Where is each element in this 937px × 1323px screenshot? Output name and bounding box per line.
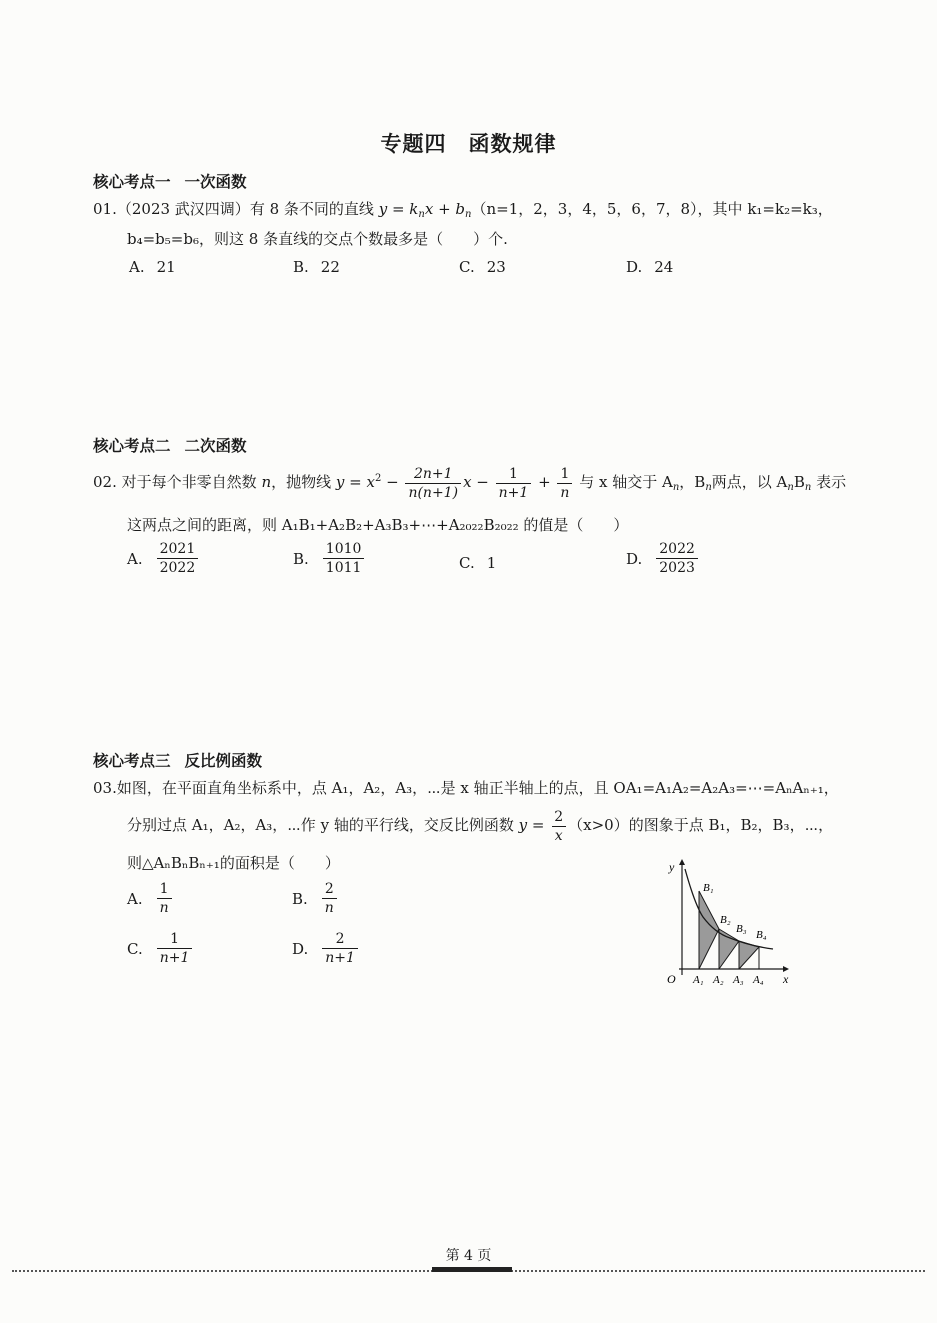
section-2-topic: 二次函数 <box>184 437 247 455</box>
label-a4: A₄ <box>753 974 764 985</box>
q3-option-a-label: A. <box>127 889 143 908</box>
q3-option-d-frac <box>322 932 358 965</box>
q1-option-b-label: B. <box>293 258 309 276</box>
q2-option-d[interactable] <box>626 542 700 575</box>
q3-option-c-den: n+1 <box>159 950 190 966</box>
q1-eq-k-sub: n <box>418 209 425 220</box>
title-part2: 函数规律 <box>468 132 557 156</box>
q3-option-c-label: C. <box>127 939 143 958</box>
q3-figure <box>655 855 805 985</box>
q3-option-c[interactable] <box>127 932 194 965</box>
label-b3: B₃ <box>736 923 747 935</box>
q2-frac1-num: 2n+1 <box>413 465 453 482</box>
q3-option-c-frac <box>157 932 193 965</box>
q1-eq-x: x <box>424 200 434 218</box>
title-part1: 专题四 <box>380 132 447 156</box>
q2-option-a-num: 2021 <box>159 541 196 557</box>
q2-option-d-den: 2023 <box>656 558 698 575</box>
footer-bar <box>432 1267 512 1272</box>
q2-option-b-label: B. <box>293 549 309 568</box>
q2-option-c-label: C. <box>459 554 475 572</box>
q2-option-c[interactable] <box>459 554 496 572</box>
q3-option-a-frac <box>157 882 172 915</box>
q1-option-a-label: A. <box>129 258 145 276</box>
q2-line1 <box>93 462 846 502</box>
q1-eq-b: b <box>455 200 466 218</box>
q2-stem-b: ，抛物线 <box>271 473 332 491</box>
section-heading-3 <box>93 749 262 771</box>
q3-question: 则△AₙBₙBₙ₊₁的面积是（ ） <box>127 854 340 872</box>
q3-option-a-num: 1 <box>159 881 169 897</box>
q3-number: 03. <box>93 779 117 797</box>
label-a2: A₂ <box>713 974 724 985</box>
q1-stem: 有 8 条不同的直线 <box>249 200 374 218</box>
q3-option-b-frac <box>322 882 337 915</box>
q3-option-d-den: n+1 <box>325 950 355 966</box>
q2-option-c-value: 1 <box>486 554 497 572</box>
q2-frac1-den: n(n+1) <box>408 484 459 501</box>
label-b2: B₂ <box>720 914 731 926</box>
q1-question: 则这 8 条直线的交点个数最多是（ ）个. <box>213 230 508 248</box>
q3-line3 <box>127 853 340 873</box>
q1-option-d[interactable] <box>626 258 673 276</box>
q3-frac-den: x <box>554 827 563 844</box>
section-1-topic: 一次函数 <box>184 173 247 191</box>
q2-bn-sub: n <box>705 482 712 493</box>
q2-option-a-frac <box>157 542 199 575</box>
q2-option-a-label: A. <box>127 549 143 568</box>
q2-stem-d: ，B <box>679 473 706 491</box>
page-title <box>0 128 937 158</box>
q3-stem-line2b: （x>0）的图象于点 B₁，B₂，B₃，⋯， <box>568 816 834 834</box>
q2-option-a-den: 2022 <box>157 558 199 575</box>
q3-option-b-num: 2 <box>324 881 334 897</box>
y-axis-label: y <box>669 860 675 874</box>
q3-line1 <box>93 778 839 798</box>
section-heading-1 <box>93 170 247 192</box>
q2-option-b-frac <box>323 542 365 575</box>
q2-frac2-den: n+1 <box>498 484 529 501</box>
triangle-a3b3b4 <box>739 941 759 969</box>
q2-option-d-label: D. <box>626 549 643 568</box>
q1-condition-k: k₁=k₂=k₃， <box>747 200 833 218</box>
origin-label: O <box>667 972 676 985</box>
q2-option-d-num: 2022 <box>659 541 695 557</box>
q3-option-b[interactable] <box>292 882 339 915</box>
x-axis-label: x <box>783 972 789 985</box>
label-b1: B₁ <box>703 882 714 894</box>
q2-option-b[interactable] <box>293 542 366 575</box>
q3-frac-num: 2 <box>554 808 564 825</box>
q1-option-b[interactable] <box>293 258 340 276</box>
q1-option-d-label: D. <box>626 258 643 276</box>
q2-an-sub: n <box>672 482 680 493</box>
label-b4: B₄ <box>756 929 767 941</box>
q2-question: 这两点之间的距离，则 A₁B₁+A₂B₂+A₃B₃+⋯+A₂₀₂₂B₂₀₂₂ 的值是（ ） <box>127 516 629 534</box>
q3-option-d-label: D. <box>292 939 309 958</box>
q2-stem-c: 与 x 轴交于 A <box>579 473 673 491</box>
page-number: 第 4 页 <box>445 1248 492 1264</box>
q1-option-a[interactable] <box>129 258 176 276</box>
q1-option-a-value: 21 <box>156 258 176 276</box>
q3-stem-line2a: 分别过点 A₁，A₂，A₃，⋯作 y 轴的平行线，交反比例函数 <box>127 816 514 834</box>
q2-option-a[interactable] <box>127 542 200 575</box>
label-a1: A₁ <box>693 974 704 985</box>
section-3-topic: 反比例函数 <box>184 752 263 770</box>
q3-option-a[interactable] <box>127 882 174 915</box>
q1-option-c[interactable] <box>459 258 506 276</box>
q1-equation: $y = k_nx + b_n$ <box>378 200 472 220</box>
q2-frac3-num: 1 <box>560 465 570 482</box>
q1-eq-b-sub: n <box>465 209 472 220</box>
q3-option-b-label: B. <box>292 889 308 908</box>
q2-frac1 <box>405 467 461 500</box>
q3-option-d-num: 2 <box>335 931 345 947</box>
q3-option-c-num: 1 <box>170 931 179 947</box>
q1-eq-k: k <box>409 200 419 218</box>
q2-frac3 <box>557 467 572 500</box>
q2-stem-f: B <box>793 473 805 491</box>
q1-source: （2023 武汉四调） <box>116 200 250 218</box>
q1-condition-b: b₄=b₅=b₆， <box>127 230 214 248</box>
q2-option-d-frac <box>656 542 698 575</box>
q2-frac2 <box>496 467 532 500</box>
q2-stem-g: 表示 <box>816 473 847 491</box>
q3-function-frac <box>551 810 566 843</box>
q2-parabola: $y = x^2$ − $\frac{2n+1}{n(n+1)}$ x − $\frac{1}{n+1}$ + $\frac{1}{n}$ <box>336 473 575 491</box>
section-heading-2 <box>93 434 247 456</box>
q2-option-b-num: 1010 <box>325 541 362 557</box>
q1-option-b-value: 22 <box>320 258 340 276</box>
label-a3: A₃ <box>733 974 744 985</box>
q1-number: 01. <box>93 200 117 218</box>
q2-var-n: n <box>261 473 272 491</box>
section-2-label: 核心考点二 <box>93 437 171 455</box>
q3-option-b-den: n <box>324 900 334 916</box>
q3-option-a-den: n <box>159 900 169 916</box>
q2-frac3-den: n <box>560 484 570 501</box>
section-3-label: 核心考点三 <box>93 752 171 770</box>
q1-option-c-label: C. <box>459 258 475 276</box>
q1-line1 <box>93 199 833 219</box>
section-1-label: 核心考点一 <box>93 173 171 191</box>
q3-line2: 分别过点 A₁，A₂，A₃，⋯作 y 轴的平行线，交反比例函数 y = $\frac{2}{x}$ （x>0）的图象于点 B₁，B₂，B₃，⋯， <box>127 808 834 844</box>
q1-option-c-value: 23 <box>486 258 506 276</box>
y-axis-arrow <box>679 859 685 865</box>
q2-anbn-b-sub: n <box>804 482 812 493</box>
q1-line2 <box>127 229 508 249</box>
q2-frac2-num: 1 <box>509 465 518 482</box>
q2-option-b-den: 1011 <box>323 558 365 575</box>
q1-range: （n=1，2，3，4，5，6，7，8），其中 <box>471 200 748 218</box>
q2-stem-a: 对于每个非零自然数 <box>121 473 257 491</box>
q2-stem-e: 两点，以 A <box>711 473 788 491</box>
q2-anbn-a-sub: n <box>787 482 794 493</box>
q3-stem-line1: 如图，在平面直角坐标系中，点 A₁，A₂，A₃，⋯是 x 轴正半轴上的点，且 OA₁=A₁A₂=A₂A₃=⋯=AₙAₙ₊₁， <box>116 779 839 797</box>
q2-line2 <box>127 515 628 535</box>
q2-number: 02. <box>93 473 117 491</box>
q1-option-d-value: 24 <box>654 258 674 276</box>
q1-eq-y: y <box>378 200 388 218</box>
q3-option-d[interactable] <box>292 932 360 965</box>
